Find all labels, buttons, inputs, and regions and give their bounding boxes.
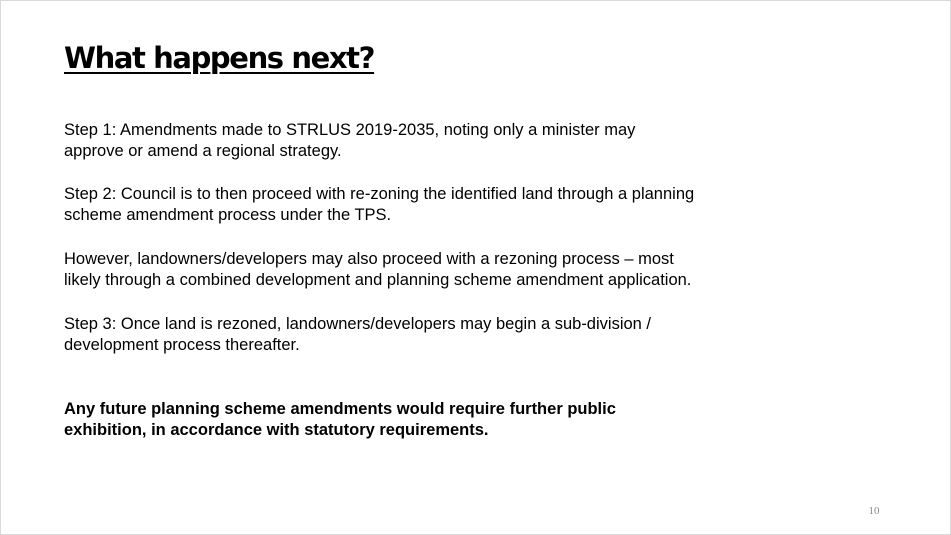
slide-title: What happens next? <box>64 41 375 75</box>
step-2-line-1: Step 2: Council is to then proceed with re-zoning the identified land through a planning <box>64 185 695 203</box>
exhibition-note-line-2: exhibition, in accordance with statutory requirements. <box>64 421 489 439</box>
alternative-line-2: likely through a combined development and planning scheme amendment application. <box>64 271 692 289</box>
step-1-line-1: Step 1: Amendments made to STRLUS 2019-2035, noting only a minister may <box>64 121 636 139</box>
step-1-paragraph <box>64 120 764 162</box>
step-3-line-2: development process thereafter. <box>64 336 300 354</box>
step-3-paragraph <box>64 314 764 356</box>
alternative-paragraph <box>64 249 764 291</box>
step-2-paragraph <box>64 184 764 226</box>
step-2-line-2: scheme amendment process under the TPS. <box>64 206 392 224</box>
exhibition-note <box>64 399 764 441</box>
step-3-line-1: Step 3: Once land is rezoned, landowners/developers may begin a sub-division / <box>64 315 652 333</box>
step-1-line-2: approve or amend a regional strategy. <box>64 142 342 160</box>
exhibition-note-line-1: Any future planning scheme amendments would require further public <box>64 400 616 418</box>
page-number: 10 <box>868 505 880 517</box>
alternative-line-1: However, landowners/developers may also proceed with a rezoning process – most <box>64 250 674 268</box>
